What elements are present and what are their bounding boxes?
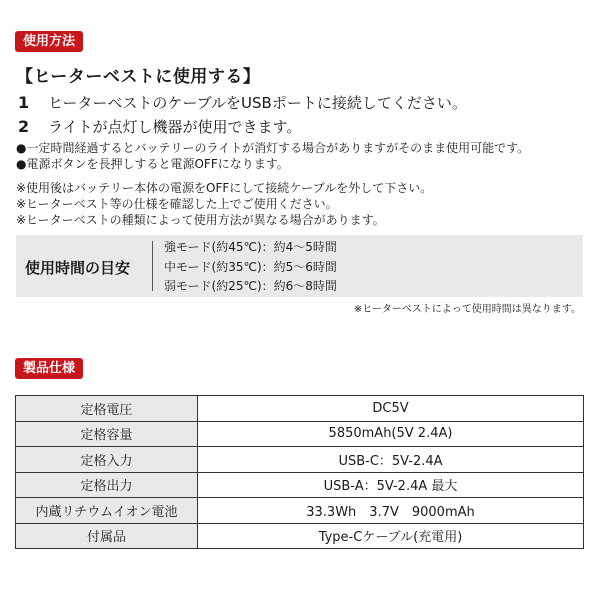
- spec-value: 5850mAh(5V 2.4A): [198, 421, 584, 447]
- table-row: [16, 396, 584, 422]
- usage-time-title: 使用時間の目安: [25, 259, 131, 277]
- table-row: [16, 472, 584, 498]
- step-text: ライトが点灯し機器が使用できます。: [48, 118, 302, 136]
- usage-time-line: 弱モード(約25℃)：約6～8時間: [164, 279, 337, 293]
- usage-time-line: 中モード(約35℃)：約5～6時間: [164, 259, 337, 274]
- spec-value: 33.3Wh 3.7V 9000mAh: [198, 498, 584, 524]
- bullet-note: ●一定時間経過するとバッテリーのライトが消灯する場合がありますがそのまま使用可能です。: [16, 141, 530, 155]
- spec-key: 内蔵リチウムイオン電池: [16, 498, 198, 524]
- caution-note: ※使用後はバッテリー本体の電源をOFFにして接続ケーブルを外して下さい。: [16, 181, 433, 195]
- step-text: ヒーターベストのケーブルをUSBポートに接続してください。: [48, 94, 467, 112]
- table-row: [16, 498, 584, 524]
- usage-heading: 【ヒーターベストに使用する】: [16, 67, 261, 87]
- spec-badge: 製品仕様: [15, 358, 83, 379]
- spec-value: DC5V: [198, 396, 584, 422]
- spec-value: USB-C：5V-2.4A: [198, 447, 584, 473]
- caution-note: ※ヒーターベスト等の仕様を確認した上でご使用ください。: [16, 197, 338, 211]
- spec-key: 定格電圧: [16, 396, 198, 422]
- usage-badge: 使用方法: [15, 31, 83, 52]
- step-number: 2: [18, 117, 30, 136]
- spec-key: 定格出力: [16, 472, 198, 498]
- step-1: [18, 92, 467, 113]
- spec-value: USB-A：5V-2.4A 最大: [198, 472, 584, 498]
- caution-note: ※ヒーターベストの種類によって使用方法が異なる場合があります。: [16, 213, 385, 227]
- usage-time-list: [164, 238, 337, 297]
- divider: [152, 241, 153, 291]
- spec-key: 定格容量: [16, 421, 198, 447]
- spec-key: 定格入力: [16, 447, 198, 473]
- usage-footnote: ※ヒーターベストによって使用時間は異なります。: [353, 304, 581, 315]
- spec-key: 付属品: [16, 523, 198, 549]
- step-number: 1: [18, 93, 30, 112]
- step-2: [18, 116, 301, 137]
- bullet-note: ●電源ボタンを長押しすると電源OFFになります。: [16, 157, 289, 171]
- spec-value: Type-Cケーブル(充電用): [198, 523, 584, 549]
- spec-table: [15, 395, 584, 549]
- usage-time-box: [16, 235, 583, 297]
- usage-time-line: 強モード(約45℃)：約4～5時間: [164, 240, 337, 254]
- table-row: [16, 523, 584, 549]
- table-row: [16, 421, 584, 447]
- table-row: [16, 447, 584, 473]
